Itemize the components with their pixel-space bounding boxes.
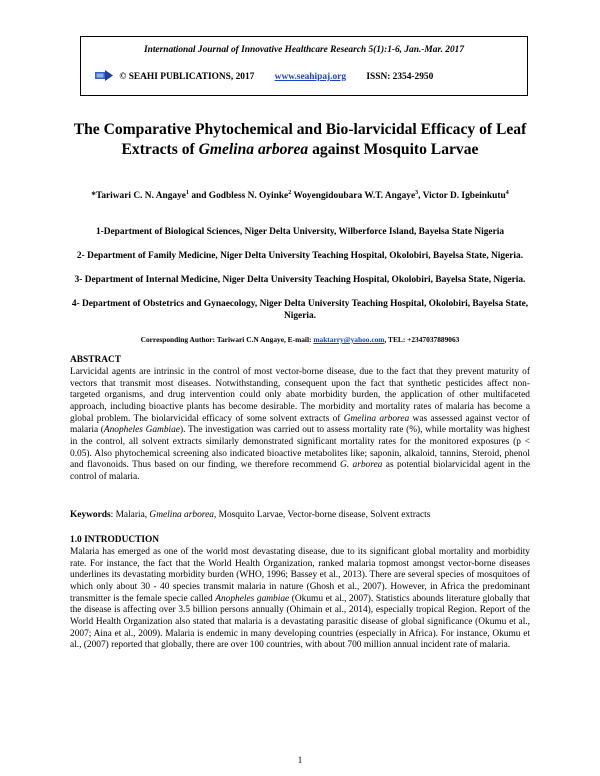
author-list: *Tariwari C. N. Angaye$^1$ and Godbless N. Oyinke$^2$ Woyengidoubara W.T. Angaye$^3$, Victor D. Igbeinkutu$^4$ — [91, 190, 509, 202]
abstract-heading: ABSTRACT — [70, 355, 122, 365]
publisher-name: © SEAHI PUBLICATIONS, 2017 — [119, 72, 255, 82]
journal-citation: International Journal of Innovative Healthcare Research 5(1):1-6, Jan.-Mar. 2017 — [143, 45, 465, 55]
publisher-url-link[interactable]: www.seahipaj.org — [274, 72, 347, 82]
paper-title: The Comparative Phytochemical and Bio-larvicidal Efficacy of Leaf Extracts of Gmelina arborea against Mosquito Larvae — [73, 121, 527, 158]
abstract-text: Larvicidal agents are intrinsic in the control of most vector-borne disease, due to the fact that they prevent maturity of vectors that transmit most diseases. Notwithstanding, consequent upon the fact that synthetic pesticides affect non-targeted organisms, and drug intervention could only abate morbidity burden, the application of other multifaceted approach, including bioactive plants has become desirable. The morbidity and mortality rates of malaria has become a global problem. The biolarvicidal efficacy of some solvent extracts of Gmelina arborea was assessed against vector of malaria (Anopheles Gambiae). The investigation was carried out to assess mortality rate (%), while mortality was highest in the control, all solvent extracts similarly demonstrated significant mortality rates for the monitored exposures (p < 0.05). Also phytochemical screening also indicated bioactive metabolites like; saponin, alkaloid, tannins, Steroid, phenol and flavonoids. Thus based on our finding, we therefore recommend G. arborea as potential biolarvicidal agent in the control of malaria. — [70, 367, 531, 482]
seahi-arrow-logo-icon — [95, 70, 113, 81]
issn: ISSN: 2354-2950 — [366, 72, 434, 82]
corresponding-author: Corresponding Author: Tariwari C.N Angaye, E-mail: maktarry@yahoo.com, TEL: +2347037889063 — [140, 335, 460, 344]
affiliation-3: 3- Department of Internal Medicine, Niger Delta University Teaching Hospital, Okolobiri, Bayelsa State, Nigeria. — [74, 275, 526, 285]
journal-header-box — [80, 36, 528, 96]
publisher-row — [95, 70, 433, 82]
affiliation-4: 4- Department of Obstetrics and Gynaecology, Niger Delta University Teaching Hospital, Okolobiri, Bayelsa State, Nigeria. — [71, 299, 529, 321]
page-number: 1 — [297, 755, 303, 765]
keywords: Keywords: Malaria, Gmelina arborea, Mosquito Larvae, Vector-borne disease, Solvent extracts — [70, 510, 431, 520]
introduction-heading: 1.0 INTRODUCTION — [70, 535, 160, 545]
affiliation-1: 1-Department of Biological Sciences, Niger Delta University, Wilberforce Island, Bayelsa State Nigeria — [95, 227, 505, 237]
affiliation-2: 2- Department of Family Medicine, Niger Delta University Teaching Hospital, Okolobiri, Bayelsa State, Nigeria. — [76, 251, 524, 261]
email-link[interactable]: maktarry@yahoo.com — [313, 335, 385, 344]
title-species: Gmelina arborea — [198, 140, 309, 158]
introduction-text: Malaria has emerged as one of the world most devastating disease, due to its significant global mortality and morbidity rate. For instance, the fact that the World Health Organization, ranked malaria topmost amongst vector-borne diseases underlines its devastating morbidity burden (WHO, 1996; Bassey et al., 2013). There are several species of mosquitoes of which only about 30 - 40 species transmit malaria in nature (Ghosh et al., 2007). However, in Africa the predominant transmitter is the female specie called Anopheles gambiae (Okumu et al., 2007). Statistics abounds literature globally that the disease is affecting over 3.5 billion persons annually (Ohimain et al., 2014), especially tropical Region. Report of the World Health Organization also stated that malaria is a devastating parasitic disease of global significance (Okumu et al., 2007; Aina et al., 2009). Malaria is endemic in many developing countries (especially in Africa). For instance, Okumu et al., (2007) reported that globally, there are over 100 countries, with about 700 million annual incident rate of malaria. — [70, 547, 531, 651]
